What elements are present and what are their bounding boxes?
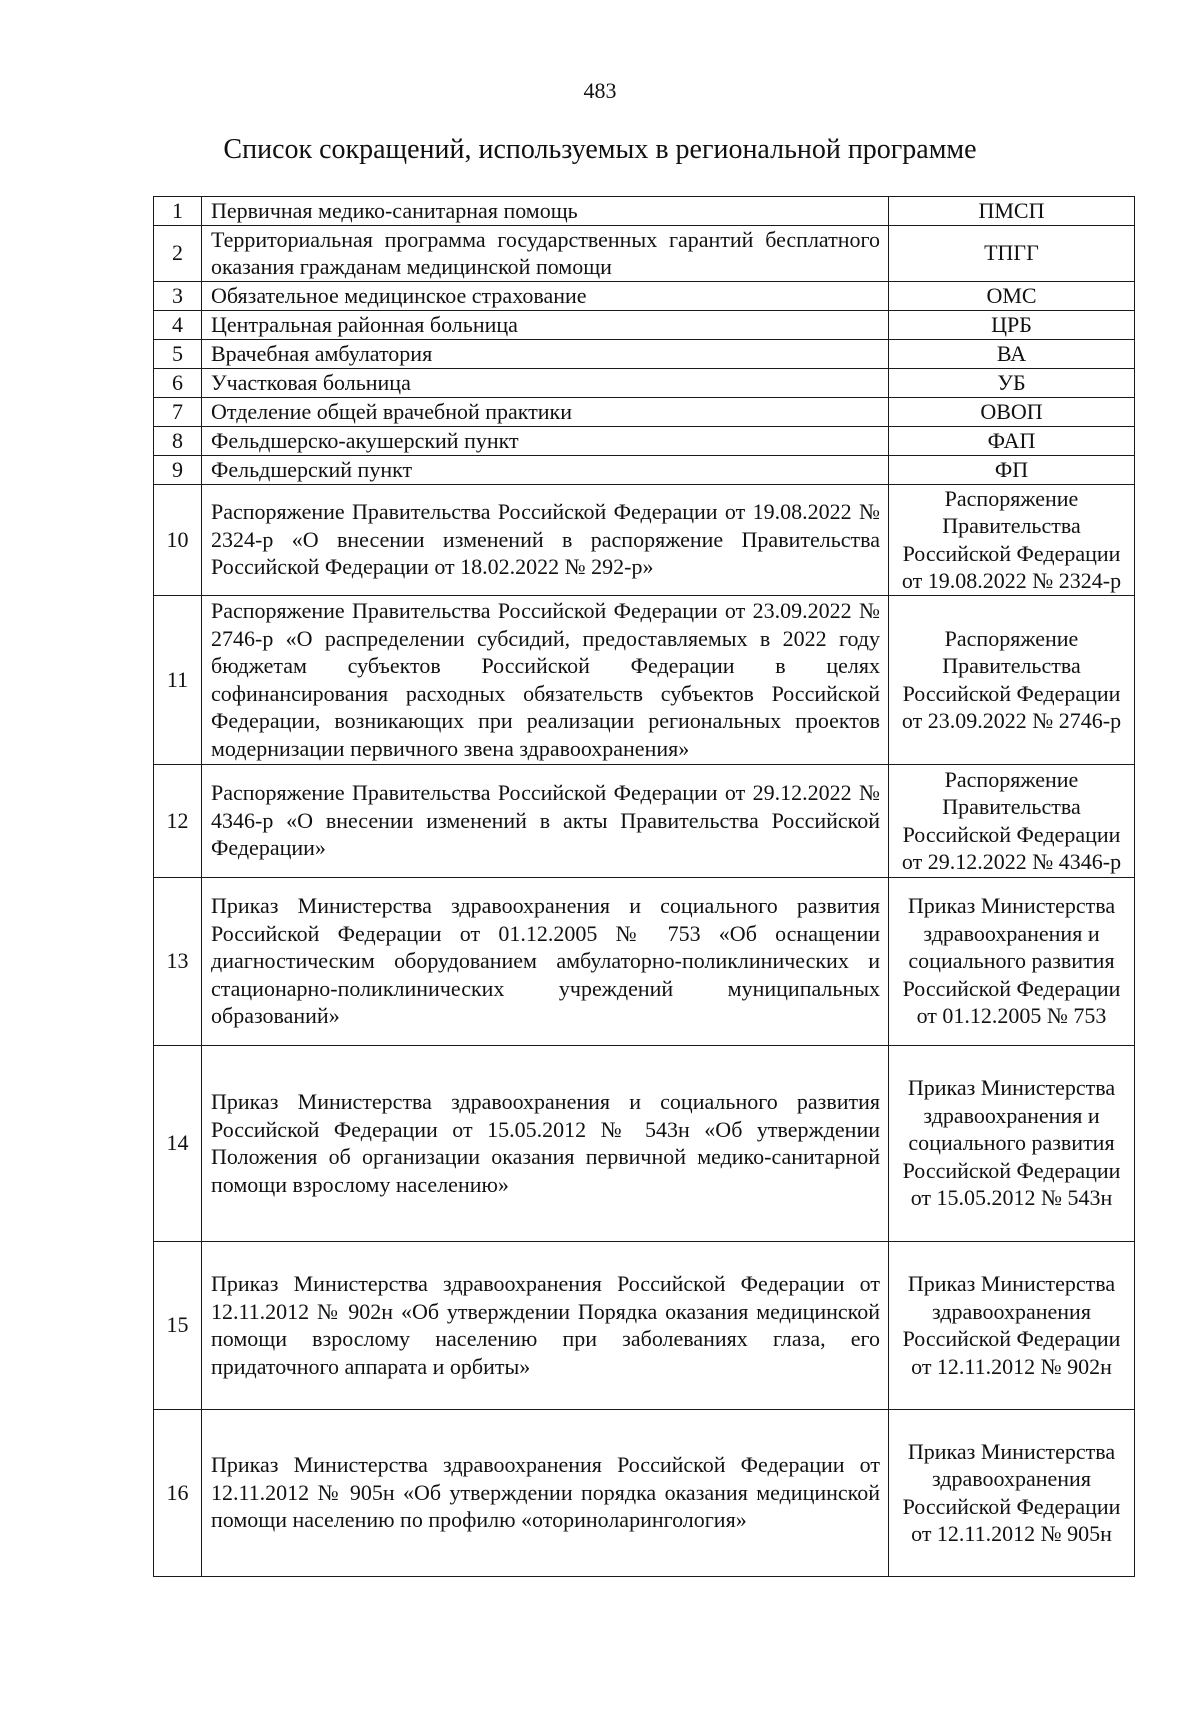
table-row (154, 368, 1135, 397)
row-abbreviation: Распоряжение Правительства Российской Федерации от 29.12.2022 № 4346-р (889, 764, 1135, 877)
row-description: Распоряжение Правительства Российской Федерации от 23.09.2022 № 2746-р «О распределении субсидий, предоставляемых в 2022 году бюджетам субъектов Российской Федерации в целях софинансирования расходных обязательств субъектов Российской Федерации, возникающих при реализации региональных проектов модернизации первичного звена здравоохранения» (202, 595, 889, 764)
row-number: 7 (154, 397, 202, 426)
row-description: Фельдшерский пункт (202, 455, 889, 484)
page-number: 483 (583, 78, 617, 103)
row-abbreviation: Распоряжение Правительства Российской Федерации от 19.08.2022 № 2324-р (889, 484, 1135, 595)
row-abbreviation: ФАП (889, 426, 1135, 455)
row-number: 14 (154, 1045, 202, 1241)
row-number: 11 (154, 595, 202, 764)
row-abbreviation: Приказ Министерства здравоохранения Российской Федерации от 12.11.2012 № 902н (889, 1241, 1135, 1409)
row-description: Приказ Министерства здравоохранения Российской Федерации от 12.11.2012 № 905н «Об утверждении порядка оказания медицинской помощи населению по профилю «оториноларингология» (202, 1409, 889, 1576)
row-description: Приказ Министерства здравоохранения и социального развития Российской Федерации от 15.05.2012 № 543н «Об утверждении Положения об организации оказания первичной медико-санитарной помощи взрослому населению» (202, 1045, 889, 1241)
row-abbreviation: Приказ Министерства здравоохранения и социального развития Российской Федерации от 01.12.2005 № 753 (889, 877, 1135, 1045)
row-description: Обязательное медицинское страхование (202, 281, 889, 310)
row-description: Приказ Министерства здравоохранения и социального развития Российской Федерации от 01.12.2005 № 753 «Об оснащении диагностическим оборудованием амбулаторно-поликлинических и стационарно-поликлинических учреждений муниципальных образований» (202, 877, 889, 1045)
row-abbreviation: Распоряжение Правительства Российской Федерации от 23.09.2022 № 2746-р (889, 595, 1135, 764)
row-description: Приказ Министерства здравоохранения Российской Федерации от 12.11.2012 № 902н «Об утверждении Порядка оказания медицинской помощи взрослому населению при заболеваниях глаза, его придаточного аппарата и орбиты» (202, 1241, 889, 1409)
row-description: Участковая больница (202, 368, 889, 397)
table-row (154, 1409, 1135, 1576)
row-number: 10 (154, 484, 202, 595)
row-description: Отделение общей врачебной практики (202, 397, 889, 426)
row-description: Центральная районная больница (202, 310, 889, 339)
row-number: 3 (154, 281, 202, 310)
table-row (154, 595, 1135, 764)
row-abbreviation: ЦРБ (889, 310, 1135, 339)
row-abbreviation: ТПГГ (889, 225, 1135, 281)
row-abbreviation: Приказ Министерства здравоохранения Российской Федерации от 12.11.2012 № 905н (889, 1409, 1135, 1576)
row-number: 13 (154, 877, 202, 1045)
row-number: 15 (154, 1241, 202, 1409)
row-abbreviation: ВА (889, 339, 1135, 368)
row-description: Врачебная амбулатория (202, 339, 889, 368)
row-abbreviation: ОМС (889, 281, 1135, 310)
row-description: Распоряжение Правительства Российской Федерации от 29.12.2022 № 4346-р «О внесении изменений в акты Правительства Российской Федерации» (202, 764, 889, 877)
row-description: Первичная медико-санитарная помощь (202, 197, 889, 226)
table-row (154, 484, 1135, 595)
row-number: 4 (154, 310, 202, 339)
table-row (154, 764, 1135, 877)
row-number: 9 (154, 455, 202, 484)
table-row (154, 1045, 1135, 1241)
table-row (154, 455, 1135, 484)
row-description: Территориальная программа государственных гарантий бесплатного оказания гражданам медицинской помощи (202, 225, 889, 281)
row-number: 8 (154, 426, 202, 455)
row-number: 6 (154, 368, 202, 397)
table-row (154, 339, 1135, 368)
table-row (154, 1241, 1135, 1409)
row-abbreviation: Приказ Министерства здравоохранения и социального развития Российской Федерации от 15.05.2012 № 543н (889, 1045, 1135, 1241)
row-abbreviation: УБ (889, 368, 1135, 397)
row-number: 16 (154, 1409, 202, 1576)
table-row (154, 310, 1135, 339)
table-row (154, 225, 1135, 281)
row-description: Распоряжение Правительства Российской Федерации от 19.08.2022 № 2324-р «О внесении изменений в распоряжение Правительства Российской Федерации от 18.02.2022 № 292-р» (202, 484, 889, 595)
table-row (154, 426, 1135, 455)
row-abbreviation: ПМСП (889, 197, 1135, 226)
row-description: Фельдшерско-акушерский пункт (202, 426, 889, 455)
row-number: 2 (154, 225, 202, 281)
table-row (154, 877, 1135, 1045)
table-row (154, 281, 1135, 310)
row-number: 12 (154, 764, 202, 877)
row-number: 1 (154, 197, 202, 226)
page-title: Список сокращений, используемых в региональной программе (223, 134, 977, 165)
row-abbreviation: ОВОП (889, 397, 1135, 426)
row-number: 5 (154, 339, 202, 368)
table-row (154, 397, 1135, 426)
table-row (154, 197, 1135, 226)
row-abbreviation: ФП (889, 455, 1135, 484)
abbreviations-table (153, 196, 1135, 1577)
